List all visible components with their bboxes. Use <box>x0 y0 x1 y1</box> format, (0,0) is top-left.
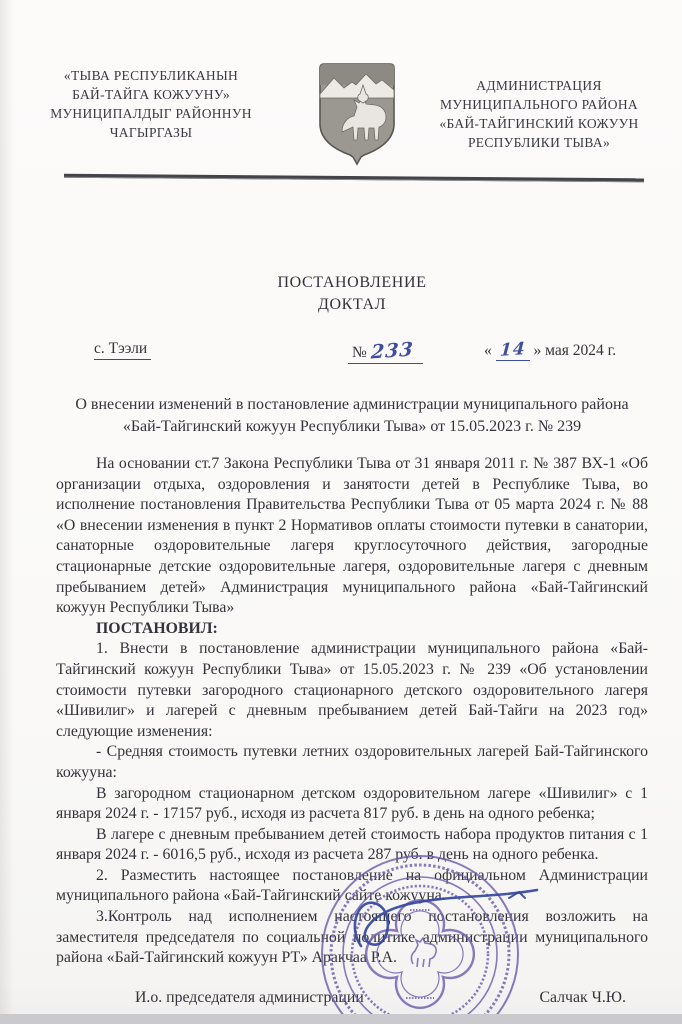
org-line: «БАЙ-ТАЙГИНСКИЙ КОЖУУН <box>439 116 639 131</box>
title-tuvan: ДОКТАЛ <box>317 296 387 313</box>
number-sign: № <box>352 344 367 361</box>
signer-name: Салчак Ч.Ю. <box>539 988 626 1006</box>
date-rest: » мая 2024 г. <box>533 342 617 359</box>
photo-bottom-edge <box>0 1014 682 1024</box>
signer-position: И.о. председателя администрации <box>135 988 364 1006</box>
decree-subject: О внесении изменений в постановление администрации муниципального района «Бай-Тайгинский кожуун Республики Тыва» от 15.05.2023 г. № 239 <box>75 396 629 435</box>
paragraph-item-1: 1. Внести в постановление администрации муниципального района «Бай-Тайгинский кожуун Республики Тыва» от 15.05.2023 г. № 239 «Об установлении стоимости путевки загородного стационарного детского оздоровительного лагеря «Шивилиг» и лагерей с дневным пребыванием детей Бай-Тайги на 2023 год» следующие изменения: <box>56 640 648 740</box>
place-name: с. Тээли <box>94 340 151 360</box>
org-line: РЕСПУБЛИКИ ТЫВА» <box>468 135 610 150</box>
paragraph-day-camp: В лагере с дневным пребыванием детей стоимость набора продуктов питания с 1 января 2024 г. - 6016,5 руб., исходя из расчета 287 руб. в день на одного ребенка. <box>56 825 648 864</box>
org-name-russian <box>406 66 672 178</box>
title-russian: ПОСТАНОВЛЕНИЕ <box>277 274 427 291</box>
meta-row <box>56 338 648 368</box>
paragraph-item-2: 2. Разместить настоящее постановление на официальном Администрации муниципального района «Бай-Тайгинский сайте кожууна. <box>56 866 648 905</box>
scan-edge-shadow <box>0 0 14 1024</box>
org-line: АДМИНИСТРАЦИЯ <box>476 78 602 93</box>
decree-date <box>484 340 616 361</box>
preamble-paragraph: На основании ст.7 Закона Республики Тыва от 31 января 2011 г. № 387 ВХ-1 «Об организации отдыха, оздоровления и занятости детей в Республике Тыва, во исполнение постановления Правительства Республики Тыва от 05 марта 2024 г. № 88 «О внесении изменения в пункт 2 Нормативов оплаты стоимости путевки в санатории, санаторные оздоровительные лагеря круглосуточного действия, загородные стационарные детские оздоровительные лагеря, оздоровительные лагеря с дневным пребыванием детей» Администрация муниципального района «Бай-Тайгинский кожуун Республики Тыва» <box>56 455 648 617</box>
handwritten-day: 14 <box>499 339 527 361</box>
coat-of-arms-horse-rider-icon <box>316 58 398 166</box>
date-open-quote: « <box>484 342 492 359</box>
org-line: ЧАГЫРГАЗЫ <box>109 125 193 140</box>
handwritten-day-line <box>496 340 530 361</box>
org-line: «ТЫВА РЕСПУБЛИКАНЫН <box>63 68 239 83</box>
handwritten-number: 233 <box>369 338 415 364</box>
org-name-tuvan <box>22 66 280 178</box>
org-line: МУНИЦИПАЛЬНОГО РАЙОНА <box>440 97 638 112</box>
paragraph-item-3: 3.Контроль над исполнением настоящего постановления возложить на заместителя председателя по социальной политике администрации муниципального района «Бай-Тайгинский кожуун РТ» Аракчаа Р.А. <box>56 908 648 967</box>
paragraph-camp-shivilig: В загородном стационарном детском оздоровительном лагере «Шивилиг» с 1 января 2024 г. - 17157 руб., исходя из расчета 817 руб. в день на одного ребенка; <box>56 784 648 823</box>
decree-number <box>348 340 423 364</box>
org-line: МУНИЦИПАЛДЫГ РАЙОННУН <box>50 106 252 121</box>
org-line: БАЙ-ТАЙГА КОЖУУНУ» <box>72 87 230 102</box>
paragraph-dash-item: - Средняя стоимость путевки летних оздоровительных лагерей Бай-Тайгинского кожууна: <box>56 743 648 781</box>
signature-scrawl-icon <box>333 882 551 966</box>
document-title <box>56 272 648 316</box>
resolved-label: ПОСТАНОВИЛ: <box>96 619 218 637</box>
